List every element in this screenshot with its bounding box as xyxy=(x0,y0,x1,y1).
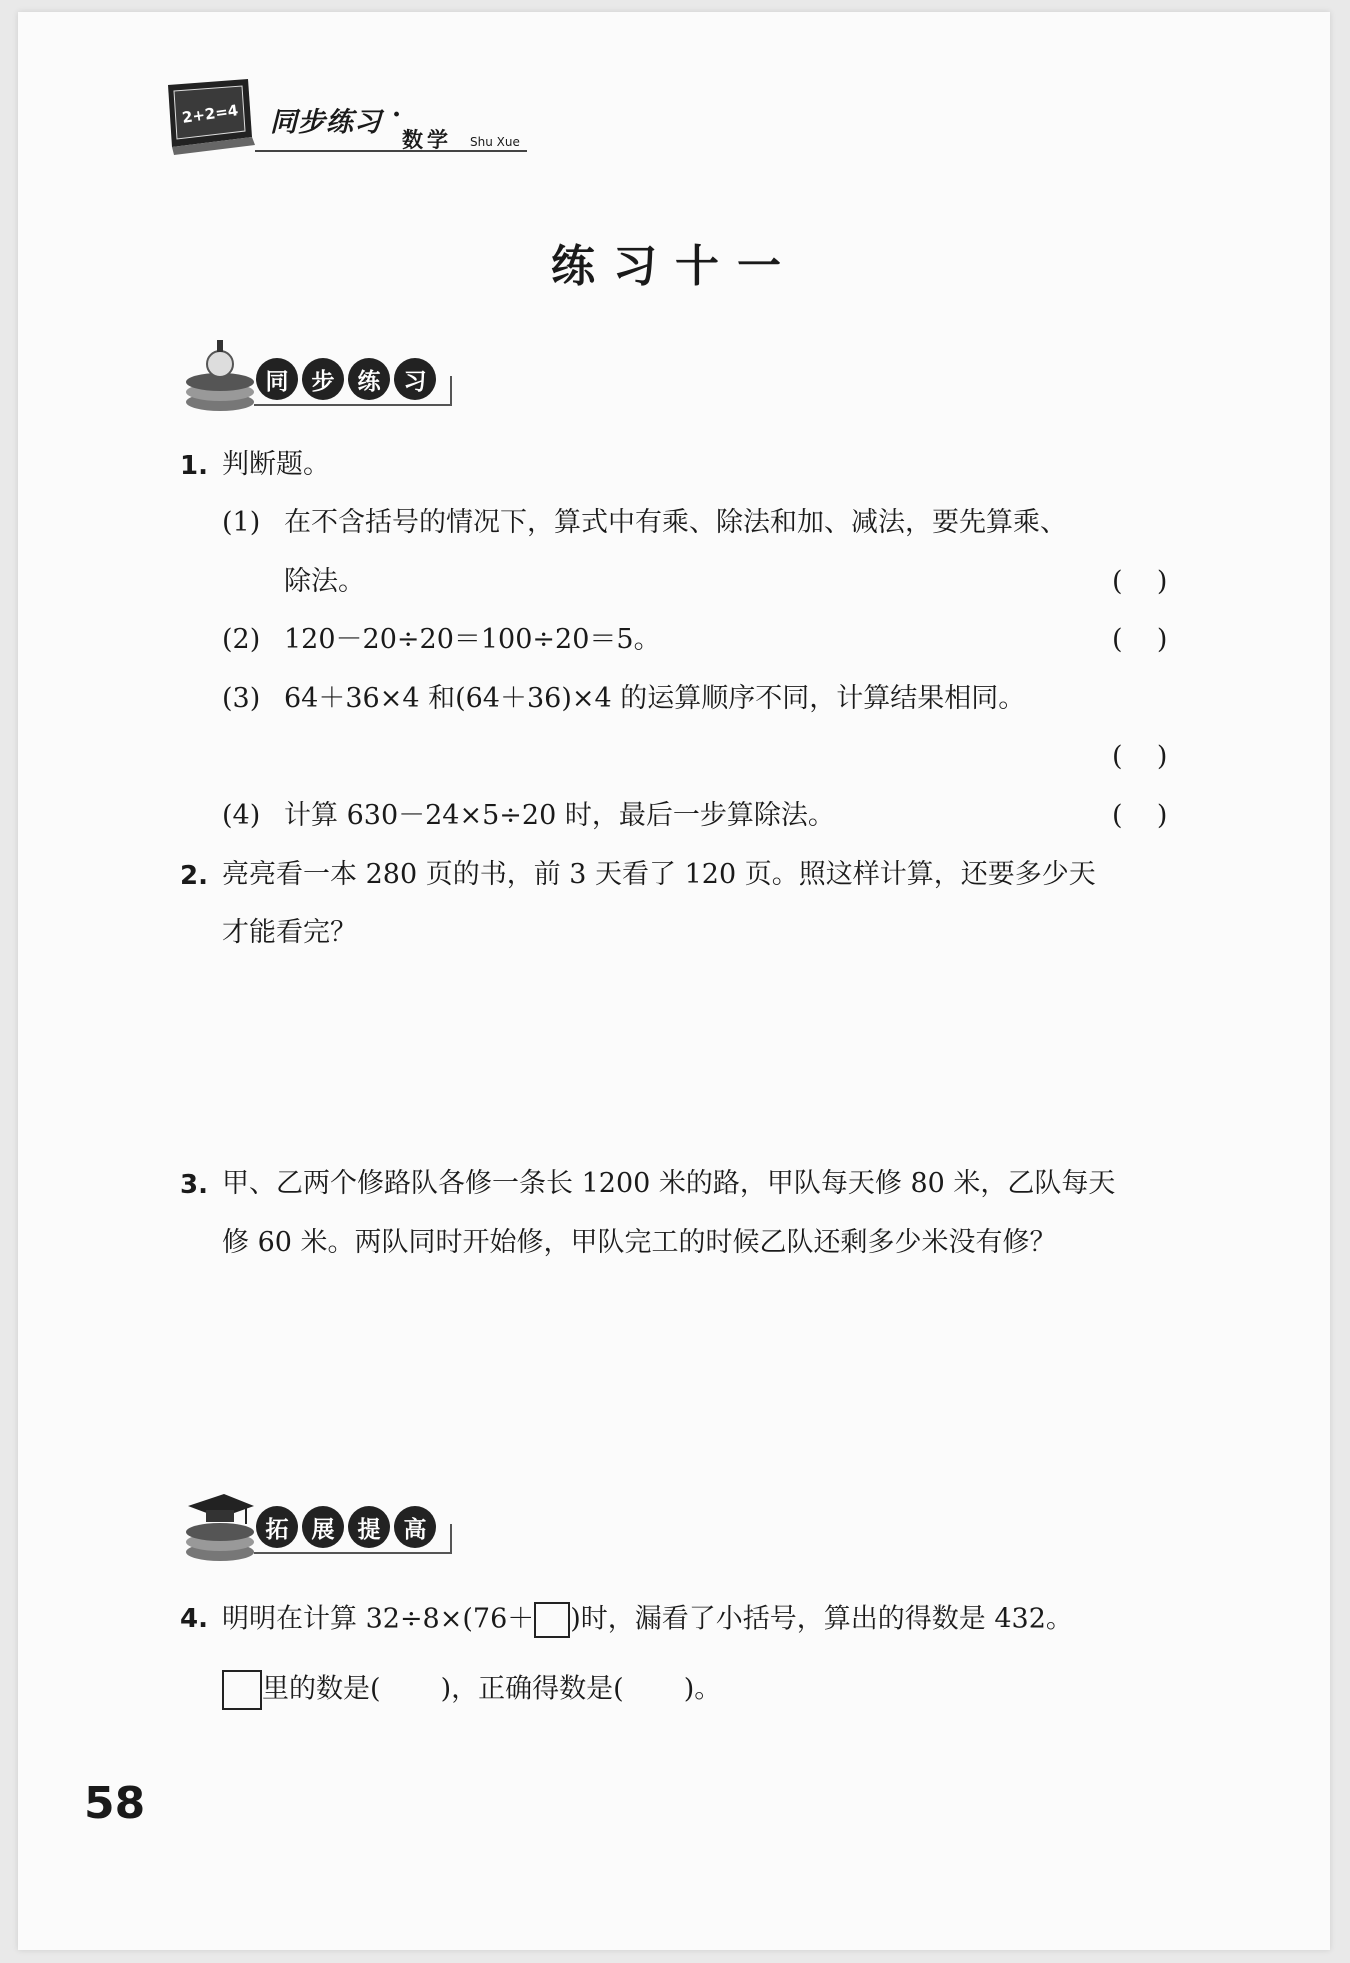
page-title: 练习十一 xyxy=(551,241,799,292)
question-number: 2. xyxy=(180,861,208,891)
answer-box[interactable] xyxy=(222,1670,262,1710)
item-text: 64＋36×4 和(64＋36)×4 的运算顺序不同，计算结果相同。 xyxy=(284,683,1026,714)
answer-box[interactable] xyxy=(534,1602,570,1638)
item-text-continued: 除法。 xyxy=(284,566,365,597)
item-text: 120－20÷20＝100÷20＝5。 xyxy=(284,624,661,655)
banner-char: 练 xyxy=(348,358,390,400)
banner-char: 步 xyxy=(302,358,344,400)
header-dot: · xyxy=(392,100,402,130)
item-label: (2) xyxy=(222,624,261,655)
answer-blank[interactable]: ( ) xyxy=(1112,566,1168,597)
item-text: 计算 630－24×5÷20 时，最后一步算除法。 xyxy=(284,800,835,831)
header-rule xyxy=(255,150,527,152)
banner-char: 同 xyxy=(256,358,298,400)
banner-char: 展 xyxy=(302,1506,344,1548)
question-line xyxy=(222,1602,1073,1638)
section-banner-sync-practice xyxy=(180,336,460,416)
item-label: (1) xyxy=(222,507,261,538)
item-label: (3) xyxy=(222,683,261,714)
blackboard-icon xyxy=(160,75,260,165)
page-sheet xyxy=(18,12,1330,1950)
answer-blank[interactable]: ( ) xyxy=(1112,624,1168,655)
item-label: (4) xyxy=(222,800,261,831)
subject-pinyin: Shu Xue xyxy=(470,135,520,149)
answer-blank[interactable]: ( ) xyxy=(1112,800,1168,831)
banner-char: 提 xyxy=(348,1506,390,1548)
question-text: 判断题。 xyxy=(222,449,330,480)
series-title: 同步练习 xyxy=(270,107,382,138)
item-text: 在不含括号的情况下，算式中有乘、除法和加、减法，要先算乘、 xyxy=(284,507,1067,538)
section-banner-extension xyxy=(180,1484,460,1564)
question-text-continued: 修 60 米。两队同时开始修，甲队完工的时候乙队还剩多少米没有修？ xyxy=(222,1227,1057,1258)
graduation-cap-icon xyxy=(180,1484,258,1564)
subject-label: 数学 xyxy=(402,128,452,152)
banner-char: 拓 xyxy=(256,1506,298,1548)
question-number: 4. xyxy=(180,1604,208,1634)
question-text: )时，漏看了小括号，算出的得数是 432。 xyxy=(570,1603,1073,1635)
question-text: 里的数是( )，正确得数是( )。 xyxy=(262,1673,722,1705)
question-text-continued: 才能看完？ xyxy=(222,917,357,948)
question-text: 明明在计算 32÷8×(76＋ xyxy=(222,1603,535,1635)
page-number: 58 xyxy=(84,1778,146,1829)
question-line xyxy=(222,1670,721,1710)
banner-char: 习 xyxy=(394,358,436,400)
question-text: 甲、乙两个修路队各修一条长 1200 米的路，甲队每天修 80 米，乙队每天 xyxy=(222,1168,1116,1199)
question-text: 亮亮看一本 280 页的书，前 3 天看了 120 页。照这样计算，还要多少天 xyxy=(222,859,1096,890)
banner-char: 高 xyxy=(394,1506,436,1548)
answer-blank[interactable]: ( ) xyxy=(1112,741,1168,772)
question-number: 1. xyxy=(180,451,208,481)
blackboard-text: 2+2=4 xyxy=(180,101,240,127)
question-number: 3. xyxy=(180,1170,208,1200)
book-stack-icon xyxy=(180,336,258,416)
